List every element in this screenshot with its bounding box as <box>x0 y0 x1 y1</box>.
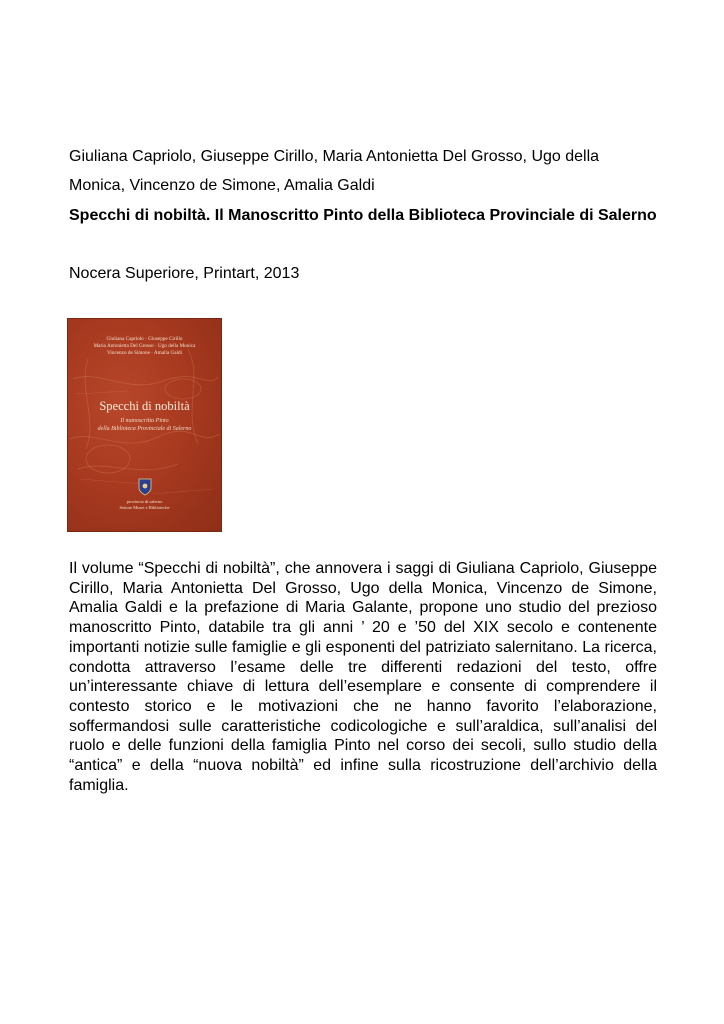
cover-authors-line: Maria Antonietta Del Grosso · Ugo della Monica <box>93 343 196 350</box>
book-title: Specchi di nobiltà. Il Manoscritto Pinto della Biblioteca Provinciale di Salerno <box>69 207 657 224</box>
book-cover-image <box>68 319 221 531</box>
cover-authors <box>68 336 221 358</box>
cover-title: Specchi di nobiltà <box>99 399 190 413</box>
cover-subtitle <box>68 417 221 433</box>
description-paragraph: Il volume “Specchi di nobiltà”, che annovera i saggi di Giuliana Capriolo, Giuseppe Cirillo, Maria Antonietta Del Grosso, Ugo della Monica, Vincenzo de Simone, Amalia Galdi e la prefazione di Maria Galante, propone uno studio del prezioso manoscritto Pinto, databile tra gli anni ’ 20 e ’50 del XIX secolo e contenente importanti notizie sulle famiglie e gli esponenti del patriziato salernitano. La ricerca, condotta attraverso l’esame delle tre differenti redazioni del testo, offre un’interessante chiave di lettura dell’esemplare e consente di comprendere il contesto storico e le motivazioni che ne hanno favorito l’elaborazione, soffermandosi sulle caratteristiche codicologiche e sull’araldica, sull’analisi del ruolo e delle funzioni della famiglia Pinto nel corso dei secoli, sullo studio della “antica” e della “nuova nobiltà” ed infine sulla ricostruzione dell’archivio della famiglia. <box>69 560 657 794</box>
cover-publisher-sub: Settore Musei e Biblioteche <box>119 505 170 510</box>
cover-subtitle-line: della Biblioteca Provinciale di Salerno <box>97 426 192 432</box>
cover-authors-line: Vincenzo de Simone · Amalia Galdi <box>106 350 183 357</box>
cover-publisher <box>68 499 221 511</box>
cover-publisher-name: provincia di salerno <box>126 499 163 504</box>
cover-subtitle-line: Il manoscritto Pinto <box>120 418 169 424</box>
cover-authors-line: Giuliana Capriolo · Giuseppe Cirillo <box>106 336 183 342</box>
imprint-line: Nocera Superiore, Printart, 2013 <box>69 265 300 282</box>
authors-line: Giuliana Capriolo, Giuseppe Cirillo, Maria Antonietta Del Grosso, Ugo della Monica, Vincenzo de Simone, Amalia Galdi <box>69 148 600 194</box>
coat-of-arms-icon <box>138 478 152 496</box>
